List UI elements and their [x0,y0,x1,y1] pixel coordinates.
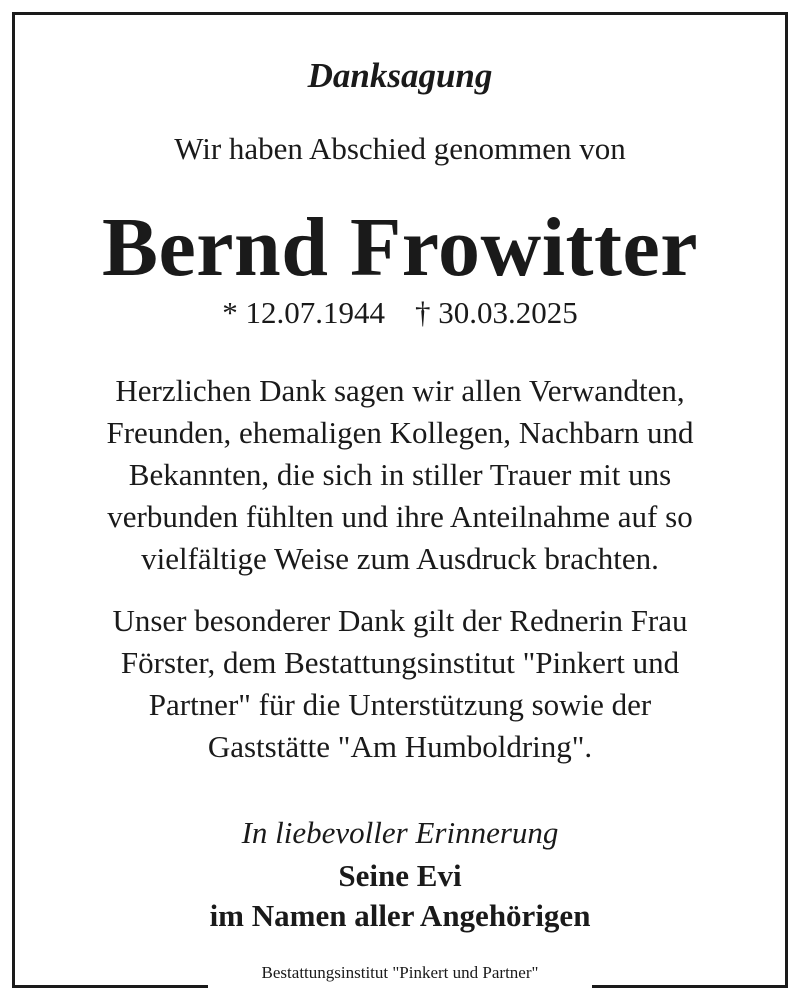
thanks-paragraph [42,370,758,580]
signature-family: im Namen aller Angehörigen [209,898,591,933]
death-date: † 30.03.2025 [415,295,578,330]
notice-heading: Danksagung [307,56,493,95]
thanks-line: Bekannten, die sich in stiller Trauer mit uns [128,457,672,492]
life-dates [12,292,788,334]
footer-divider-left [12,985,208,988]
special-thanks-paragraph [42,600,758,768]
signature-name: Seine Evi [338,858,462,893]
funeral-home-credit: Bestattungsinstitut "Pinkert und Partner" [261,963,539,982]
special-thanks-line: Förster, dem Bestattungsinstitut "Pinkert und [120,645,680,680]
thanks-line: Herzlichen Dank sagen wir allen Verwandten, [115,373,685,408]
special-thanks-line: Gaststätte "Am Humboldring". [207,729,593,764]
thanks-line: vielfältige Weise zum Ausdruck brachten. [141,541,659,576]
birth-date: * 12.07.1944 [222,295,385,330]
thanks-line: Freunden, ehemaligen Kollegen, Nachbarn und [106,415,694,450]
special-thanks-line: Unser besonderer Dank gilt der Rednerin Frau [112,603,688,638]
deceased-name: Bernd Frowitter [101,201,699,294]
memory-line: In liebevoller Erinnerung [241,815,559,850]
special-thanks-line: Partner" für die Unterstützung sowie der [148,687,652,722]
footer-divider-right [592,985,788,988]
intro-text: Wir haben Abschied genommen von [174,131,626,166]
thanks-line: verbunden fühlten und ihre Anteilnahme auf so [107,499,693,534]
